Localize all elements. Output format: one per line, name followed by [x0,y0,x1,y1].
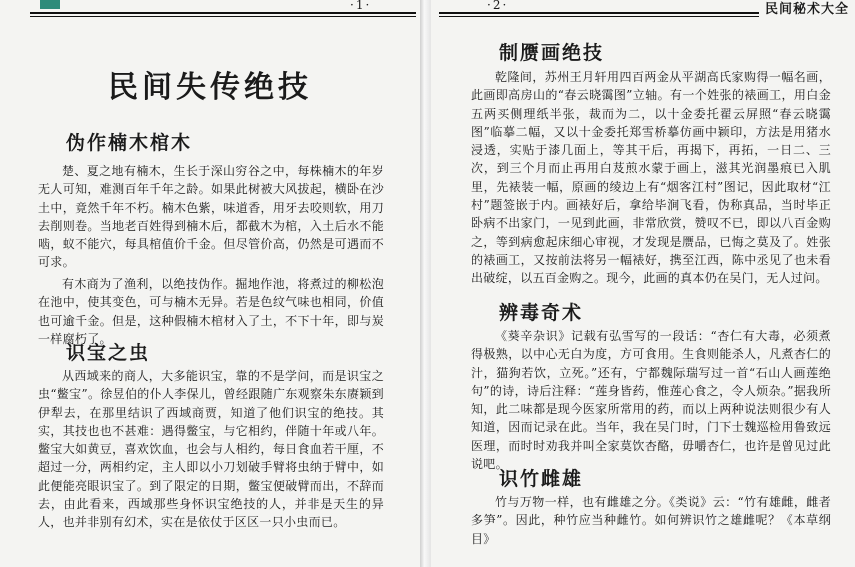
page-number: ·2· [481,0,514,12]
header-rule-thin [30,16,416,17]
chapter-title: 民间失传绝技 [108,70,312,105]
bookmark-tab [40,0,60,9]
section-title: 辨毒奇术 [499,302,584,324]
left-page [0,0,420,567]
header-rule [30,12,416,14]
paragraph: 《葵辛杂识》记载有弘雪写的一段话：“杏仁有大毒，必须煮得极熟，以中心无白为度，方可食用。生食则能杀人，凡煮杏仁的汁，猫狗若饮，立死。”还有，宁都魏际瑞写过一首“石山人画莲绝句”的诗，诗后注释：“莲身皆药，惟莲心食之，令人烦杂。”据我所知，此二味都是现今医家所常用的药，而以上两种说法则很少有人知道，因而记录在此。当年，我在吴门时，门下士魏巡检用鲁致远医理，而时时劝我并叫全家莫饮杏酪，毋嚼杏仁，也许是曾见过此说吧。 [471,329,831,472]
paragraph: 从西域来的商人，大多能识宝，靠的不是学问，而是识宝之虫“鳖宝”。徐昱伯的仆人李保儿，曾经跟随广东观察朱东赓颖到伊犁去，在那里结识了西域商贾，知道了他们识宝的绝技。其实，其技也也不甚难：遇得鳖宝，与它相约，伴随十年或八年。鳖宝大如黄豆，喜欢饮血，也会与人相约，每日食血若干厘，不超过一分，两相约定，主人即以小刀划破手臂将虫纳于臂中，如此便能亮眼识宝了。到了限定的日期，鳖宝便破臂而出，不辞而去，由此看来，西域那些身怀识宝绝技的人，并非是天生的异人，也并非别有幻术，实在是依仗于区区一只小虫而已。 [38,369,384,530]
running-head: 民间秘术大全 [759,0,849,17]
paragraph: 有木商为了渔利，以绝技伪作。掘地作池，将煮过的柳松泡在池中，使其变色，可与楠木无异。若是色纹气味也相同，价值也可逾千金。但是，这种假楠木棺材入了土，不下十年，即与炭一样腐朽了。 [38,277,384,346]
book-gutter [420,0,431,567]
section-title: 识宝之虫 [66,342,151,364]
section-title: 伪作楠木棺木 [66,132,193,154]
paragraph: 乾隆间，苏州王月轩用四百两金从平湖高氏家购得一幅名画，此画即高房山的“春云晓霭图”立轴。有一个姓张的裱画工，用白金五两买侧理纸半张，裁而为二，以十金委托翟云屏照“春云晓霭图”临摹二幅，又以十金委托郑雪桥摹仿画中颖印，方法是用猪水浸透，实贴于漆几面上，等其干后，再揭下，再拓，一日二、三次，到三个月而止再用白芨煎水蒙于画上，滋其光润墨痕已入肌里，先裱装一幅，原画的绫边上有“烟客江村”图记，因此取材“江村”题签嵌于内。画裱好后，拿给毕涧飞看，伪称真品，当时毕正卧病不出家门，一见到此画，非常欣赏，赞叹不已，即以八百金购之，等到病愈起床细心审视，才发现是赝品，已悔之莫及了。姓张的裱画工，又按前法将另一幅裱好，携至江西，陈中丞见了也未看出破绽，以五百金购之。现今，此画的真本仍在吴门，无人过问。 [471,70,831,286]
right-page [431,0,855,567]
paragraph: 楚、夏之地有楠木，生长于深山穷谷之中，每株楠木的年岁无人可知，难测百年千年之龄。如果此树被大风拔起，横卧在沙土中，竟然千年不朽。楠木色紫，味道香，用牙去咬则软，用刀去削则卷。当地老百姓得到楠木后，都截木为棺，入土后水不能啮，蚁不能穴，每具棺值价千金。但尽管价高，仍然是可遇而不可求。 [38,164,384,270]
section-title: 制赝画绝技 [499,42,605,64]
paragraph: 竹与万物一样，也有雌雄之分。《类说》云：“竹有雄雌，雌者多笋”。因此，种竹应当种雌竹。如何辨识竹之雄雌呢？《本草纲目》 [471,495,831,546]
page-number: ·1· [344,0,377,12]
section-title: 识竹雌雄 [499,468,584,490]
